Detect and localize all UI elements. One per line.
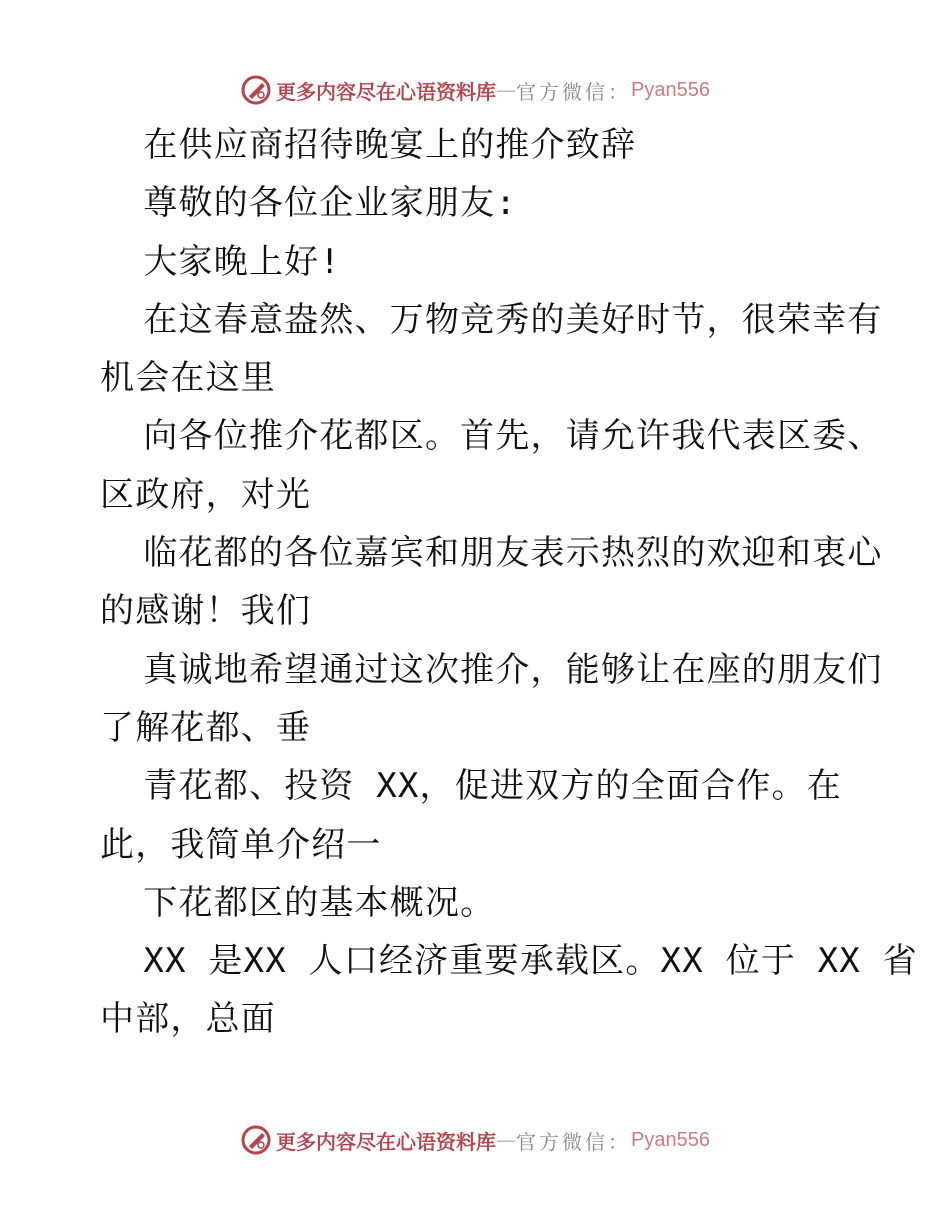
- doc-line: 向各位推介花都区。首先，请允许我代表区委、: [100, 416, 883, 457]
- doc-line: 中部，总面: [100, 999, 276, 1040]
- logo-icon: [240, 1124, 272, 1156]
- banner-wechat-id: Pyan556: [631, 1128, 710, 1151]
- doc-line: 在这春意盎然、万物竞秀的美好时节，很荣幸有: [100, 299, 883, 340]
- doc-line: 了解花都、垂: [100, 707, 312, 748]
- banner-slogan: 更多内容尽在心语资料库: [276, 1129, 497, 1154]
- doc-line: XX 是XX 人口经济重要承载区。XX 位于 XX 省: [100, 941, 918, 982]
- doc-line: 机会在这里: [100, 358, 276, 399]
- doc-line: 下花都区的基本概况。: [100, 882, 496, 923]
- doc-line: 大家晚上好!: [100, 241, 342, 282]
- doc-line: 的感谢！我们: [100, 591, 312, 632]
- logo-icon: [240, 74, 272, 106]
- footer-banner: [0, 1120, 950, 1160]
- banner-dash: —: [496, 78, 517, 102]
- banner-slogan: 更多内容尽在心语资料库: [276, 79, 497, 104]
- banner-dash: —: [496, 1128, 517, 1152]
- doc-line: 青花都、投资 XX，促进双方的全面合作。在: [100, 766, 842, 807]
- banner-wechat-label: 官方微信：: [516, 79, 632, 104]
- doc-line: 在供应商招待晚宴上的推介致辞: [100, 125, 637, 165]
- doc-line: 此，我简单介绍一: [100, 824, 382, 865]
- header-banner: [0, 70, 950, 110]
- document-body: [100, 116, 918, 1049]
- banner-wechat-id: Pyan556: [631, 78, 710, 101]
- banner-wechat-label: 官方微信：: [516, 1129, 632, 1154]
- doc-line: 区政府，对光: [100, 474, 312, 515]
- doc-line: 临花都的各位嘉宾和朋友表示热烈的欢迎和衷心: [100, 533, 883, 574]
- doc-line: 尊敬的各位企业家朋友:: [100, 183, 518, 224]
- doc-line: 真诚地希望通过这次推介，能够让在座的朋友们: [100, 649, 883, 690]
